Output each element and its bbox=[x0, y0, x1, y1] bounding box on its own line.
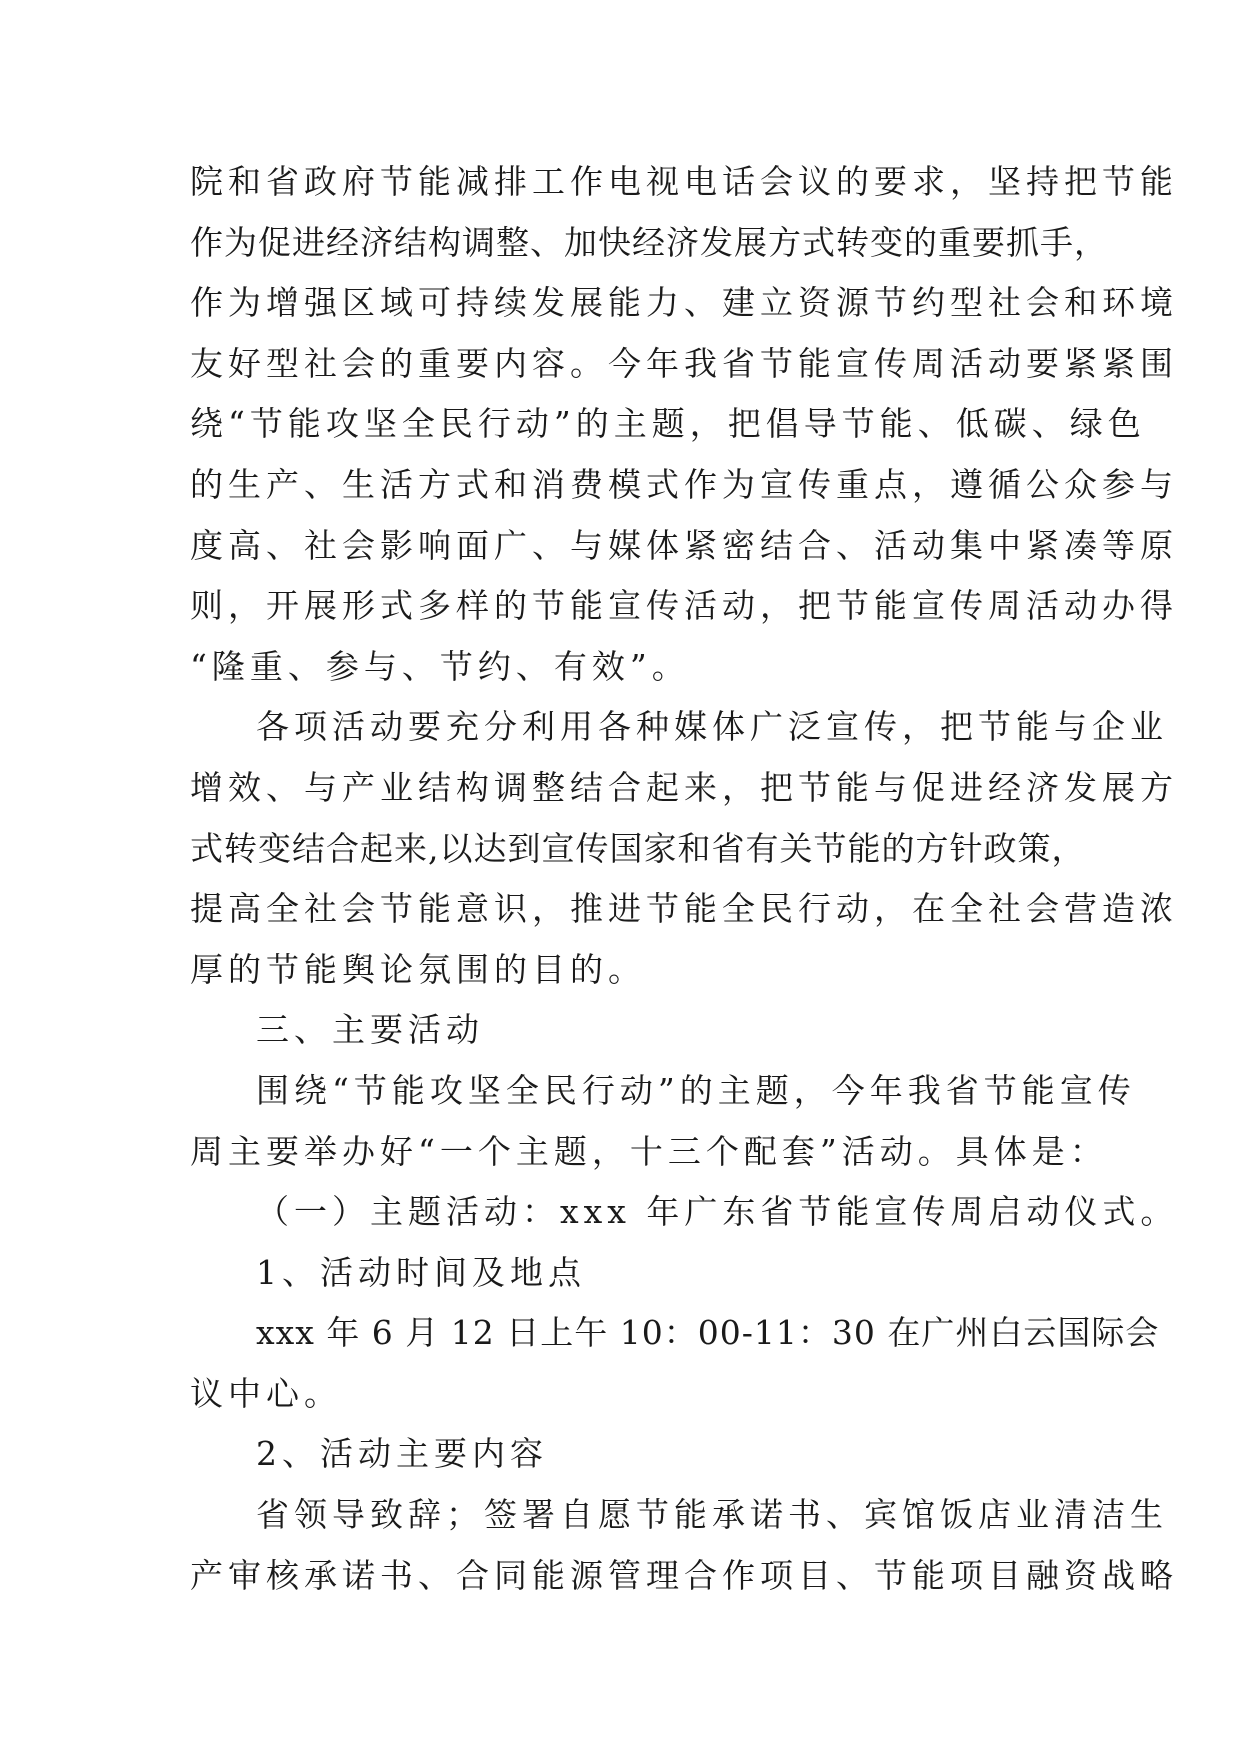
body-line: 厚的节能舆论氛围的目的。 bbox=[190, 949, 646, 989]
section-heading: 三、主要活动 bbox=[256, 1010, 484, 1050]
body-line: 作为增强区域可持续发展能力、建立资源节约型社会和环境 bbox=[190, 283, 1178, 323]
body-line: 度高、社会影响面广、与媒体紧密结合、活动集中紧凑等原 bbox=[190, 525, 1178, 565]
body-line: 绕“节能攻坚全民行动”的主题，把倡导节能、低碳、绿色 bbox=[190, 404, 1146, 444]
body-line: 议中心。 bbox=[190, 1373, 342, 1413]
paragraph-start-line: xxx 年 6 月 12 日上午 10：00-11：30 在广州白云国际会 bbox=[256, 1313, 1160, 1353]
document-body bbox=[190, 152, 1179, 1606]
body-line: 友好型社会的重要内容。今年我省节能宣传周活动要紧紧围 bbox=[190, 343, 1178, 383]
body-line: “隆重、参与、节约、有效”。 bbox=[190, 646, 690, 686]
body-line: 提高全社会节能意识，推进节能全民行动，在全社会营造浓 bbox=[190, 889, 1178, 929]
item-heading: 1、活动时间及地点 bbox=[256, 1252, 586, 1292]
subsection-heading: （一）主题活动：xxx 年广东省节能宣传周启动仪式。 bbox=[256, 1192, 1179, 1232]
body-line: 增效、与产业结构调整结合起来，把节能与促进经济发展方 bbox=[190, 767, 1178, 807]
body-line: 则，开展形式多样的节能宣传活动，把节能宣传周活动办得 bbox=[190, 586, 1178, 626]
body-line: 产审核承诺书、合同能源管理合作项目、节能项目融资战略 bbox=[190, 1555, 1178, 1595]
body-line: 式转变结合起来,以达到宣传国家和省有关节能的方针政策， bbox=[190, 828, 1086, 868]
paragraph-start-line: 围绕“节能攻坚全民行动”的主题，今年我省节能宣传 bbox=[256, 1070, 1136, 1110]
paragraph-start-line: 省领导致辞；签署自愿节能承诺书、宾馆饭店业清洁生 bbox=[256, 1495, 1168, 1535]
body-line: 周主要举办好“一个主题，十三个配套”活动。具体是： bbox=[190, 1131, 1108, 1171]
body-line: 院和省政府节能减排工作电视电话会议的要求，坚持把节能 bbox=[190, 162, 1178, 201]
paragraph-start-line: 各项活动要充分利用各种媒体广泛宣传，把节能与企业 bbox=[256, 707, 1168, 747]
body-line: 作为促进经济结构调整、加快经济发展方式转变的重要抓手， bbox=[190, 222, 1108, 262]
body-line: 的生产、生活方式和消费模式作为宣传重点，遵循公众参与 bbox=[190, 464, 1178, 504]
item-heading: 2、活动主要内容 bbox=[256, 1434, 548, 1474]
